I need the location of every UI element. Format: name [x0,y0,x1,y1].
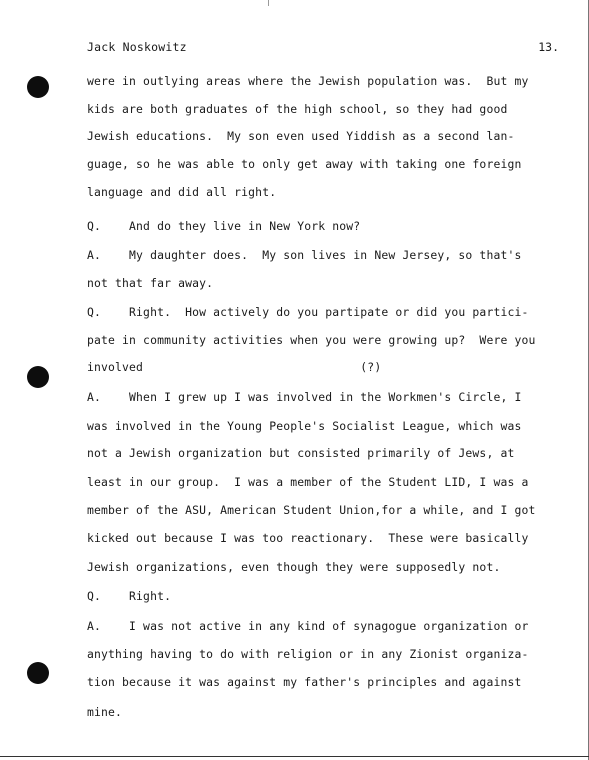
text-line: involved (?) [87,360,382,374]
text-line: pate in community activities when you were growing up? Were you [87,333,536,347]
punch-hole-middle [27,366,49,388]
text-line: A. I was not active in any kind of synagogue organization or [87,619,529,633]
page-number: 13. [538,40,559,54]
text-line: kids are both graduates of the high school, so they had good [87,102,508,116]
text-line: were in outlying areas where the Jewish population was. But my [87,74,529,88]
scan-mark [268,0,269,6]
text-line: Q. Right. [87,589,172,603]
text-line: A. My daughter does. My son lives in New Jersey, so that's [87,248,522,262]
text-line: mine. [87,705,123,719]
text-line: anything having to do with religion or in any Zionist organiza- [87,647,529,661]
text-line: guage, so he was able to only get away with taking one foreign [87,157,522,171]
text-line: not a Jewish organization but consisted primarily of Jews, at [87,446,515,460]
text-line: least in our group. I was a member of the Student LID, I was a [87,475,529,489]
header-interviewee-name: Jack Noskowitz [87,40,187,54]
text-line: A. When I grew up I was involved in the Workmen's Circle, I [87,390,522,404]
text-line: Q. And do they live in New York now? [87,219,361,233]
punch-hole-bottom [27,662,49,684]
text-line: was involved in the Young People's Socialist League, which was [87,419,522,433]
text-line: language and did all right. [87,185,277,199]
text-line: kicked out because I was too reactionary. These were basically [87,531,529,545]
text-line: member of the ASU, American Student Union,for a while, and I got [87,503,536,517]
punch-hole-top [27,76,49,98]
text-line: Q. Right. How actively do you partipate or did you partici- [87,305,529,319]
text-line: Jewish educations. My son even used Yiddish as a second lan- [87,129,515,143]
text-line: not that far away. [87,276,214,290]
page-bottom-edge [0,756,589,757]
text-line: tion because it was against my father's principles and against [87,675,522,689]
text-line: Jewish organizations, even though they were supposedly not. [87,560,501,574]
